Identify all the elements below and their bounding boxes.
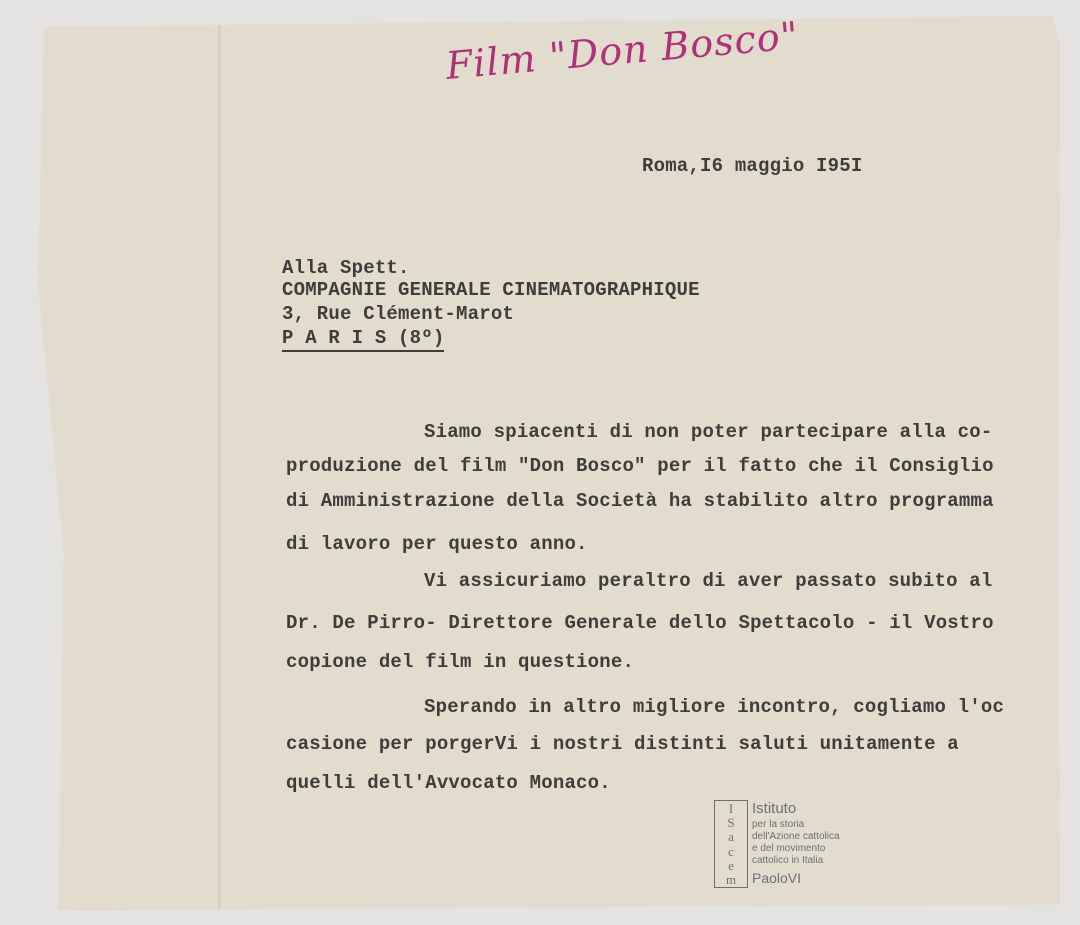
logo-letter-box: [714, 800, 748, 888]
logo-line: cattolico in Italia: [752, 855, 824, 866]
recipient-salutation: Alla Spett.: [282, 257, 410, 279]
body-line: Siamo spiacenti di non poter partecipare alla co-: [424, 421, 993, 443]
logo-line: dell'Azione cattolica: [752, 831, 840, 842]
handwritten-annotation: Film "Don Bosco": [444, 13, 801, 88]
recipient-company: COMPAGNIE GENERALE CINEMATOGRAPHIQUE: [282, 279, 700, 301]
logo-footer: PaoloVI: [752, 870, 802, 886]
logo-letter: I: [728, 800, 734, 816]
body-line: produzione del film "Don Bosco" per il fatto che il Consiglio: [286, 455, 994, 477]
body-line: di Amministrazione della Società ha stabilito altro programma: [286, 490, 994, 512]
paper-fold: [218, 16, 221, 910]
logo-line: e del movimento: [752, 843, 826, 854]
logo-letter: e: [728, 857, 734, 873]
logo-letter: S: [727, 814, 735, 830]
recipient-street: 3, Rue Clément-Marot: [282, 303, 515, 325]
logo-letter: a: [728, 829, 734, 845]
body-line: di lavoro per questo anno.: [286, 533, 588, 555]
body-line: copione del film in questione.: [286, 651, 635, 673]
logo-letter: m: [725, 872, 737, 888]
body-line: quelli dell'Avvocato Monaco.: [286, 772, 611, 794]
body-line: Sperando in altro migliore incontro, cogliamo l'oc: [424, 696, 1005, 718]
body-line: Vi assicuriamo peraltro di aver passato subito al: [424, 570, 993, 592]
letter-date: Roma,I6 maggio I95I: [642, 155, 863, 177]
recipient-city: P A R I S (8º): [282, 327, 444, 352]
body-line: Dr. De Pirro- Direttore Generale dello Spettacolo - il Vostro: [286, 612, 994, 634]
logo-letter: c: [728, 843, 734, 859]
body-line: casione per porgerVi i nostri distinti saluti unitamente a: [286, 733, 959, 755]
archive-watermark-logo: [714, 800, 864, 890]
logo-line: per la storia: [752, 819, 805, 830]
logo-title: Istituto: [752, 800, 797, 817]
